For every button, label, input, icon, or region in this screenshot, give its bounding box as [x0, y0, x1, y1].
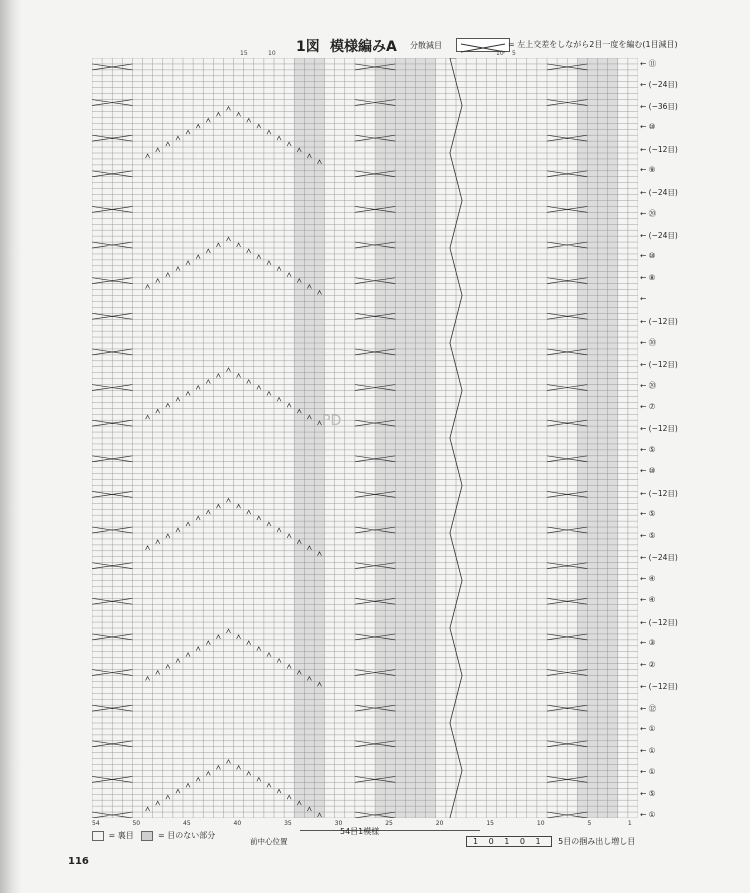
row-marker: ← ⑩ [640, 122, 656, 132]
row-label [640, 466, 655, 475]
watermark: PD [322, 413, 342, 429]
row-marker: ← ⑤ [640, 788, 656, 798]
row-marker: ← ④ [640, 573, 656, 583]
row-decrease-note: (−24目) [646, 553, 678, 563]
row-marker: ← ⑳ [640, 381, 657, 391]
axis-number: 15 [486, 820, 494, 827]
decrease-label: 分散減目 [410, 41, 442, 50]
row-label [640, 595, 655, 604]
row-label [640, 423, 678, 434]
row-label [640, 574, 655, 583]
row-marker: ← ① [640, 810, 656, 819]
legend [92, 830, 215, 841]
row-label [640, 660, 655, 669]
row-marker: ← ⑨ [640, 165, 656, 175]
knitting-chart [92, 58, 638, 818]
row-marker: ← ㉚ [640, 338, 657, 348]
axis-number: 1 [627, 820, 632, 827]
row-label [640, 251, 655, 260]
row-label [640, 380, 656, 391]
row-label [640, 79, 678, 90]
row-marker: ← [640, 359, 647, 369]
row-label [640, 767, 655, 776]
row-label [640, 101, 678, 112]
row-marker: ← [640, 101, 647, 111]
knitting-chart-grid [92, 58, 638, 818]
row-label [640, 187, 678, 198]
row-label [640, 402, 655, 411]
row-decrease-note: (−12目) [646, 424, 678, 434]
row-decrease-note: (−24目) [646, 80, 678, 90]
pickup-legend-text: 5目の掴み出し増し目 [558, 837, 636, 846]
row-marker: ← ⑧ [640, 272, 656, 282]
top-column-number: 10 [496, 50, 504, 57]
top-column-number: 5 [512, 50, 516, 57]
row-label [640, 488, 678, 499]
row-marker: ← [640, 424, 647, 434]
axis-number: 35 [284, 820, 292, 827]
row-marker: ← [640, 488, 647, 498]
row-marker: ← ⑪ [640, 59, 657, 68]
row-marker: ← ⑦ [640, 401, 656, 411]
row-marker: ← ① [640, 724, 656, 734]
center-front-label: 前中心位置 [250, 837, 288, 846]
row-label [640, 230, 678, 241]
row-label [640, 316, 678, 327]
row-label [640, 638, 655, 647]
row-decrease-note: (−12目) [646, 488, 678, 498]
cross-decrease-description: = 左上交差をしながら2目一度を編む(1目減目) [508, 40, 678, 49]
no-stitch-legend-text: = 目のない部分 [157, 831, 216, 840]
row-label [640, 617, 678, 628]
axis-number: 50 [132, 820, 141, 827]
row-marker: ← ① [640, 745, 656, 755]
repeat-label: 54目1模様 [340, 827, 380, 836]
top-column-number: 10 [268, 50, 276, 57]
row-label-column [640, 58, 750, 818]
row-label [640, 273, 655, 282]
row-label [640, 789, 655, 798]
row-decrease-note: (−12目) [646, 359, 678, 369]
row-decrease-note: (−12目) [646, 617, 678, 627]
axis-number: 25 [385, 820, 393, 827]
row-decrease-note: (−12目) [646, 144, 678, 154]
repeat-bracket-line [300, 830, 480, 831]
row-label [640, 337, 656, 348]
axis-number: 30 [334, 820, 343, 827]
row-label [640, 703, 656, 714]
row-label [640, 144, 678, 155]
row-label [640, 810, 655, 819]
row-decrease-note: (−24目) [646, 230, 678, 240]
row-label [640, 445, 655, 454]
row-marker: ← ⑩ [640, 466, 656, 476]
row-decrease-note: (−24目) [646, 187, 678, 197]
chart-title-row [0, 36, 750, 56]
no-stitch-symbol-icon [141, 831, 153, 841]
row-marker: ← ③ [640, 638, 656, 648]
row-marker: ← [640, 144, 647, 154]
row-marker: ← ④ [640, 595, 656, 605]
row-label [640, 208, 656, 219]
row-label [640, 724, 655, 733]
row-marker: ← ⑫ [640, 703, 657, 713]
pickup-legend [462, 836, 635, 847]
row-marker: ← [640, 617, 647, 627]
axis-number: 10 [536, 820, 545, 827]
row-marker: ← [640, 682, 647, 692]
row-label [640, 122, 655, 131]
axis-number: 40 [233, 820, 242, 827]
row-marker: ← ⑤ [640, 509, 656, 519]
page-number: 116 [68, 856, 89, 867]
purl-symbol-icon [92, 831, 104, 841]
row-label [640, 359, 678, 370]
row-label [640, 509, 655, 518]
axis-number: 5 [587, 820, 592, 827]
row-label [640, 552, 678, 563]
book-spine-shadow [0, 0, 22, 893]
row-marker: ← [640, 230, 647, 240]
row-marker: ← ⑤ [640, 530, 656, 540]
pickup-cells: 1 0 1 0 1 [466, 836, 552, 847]
row-marker: ← [640, 316, 647, 326]
figure-number: 1図 [296, 39, 320, 55]
purl-legend-text: = 裏目 [108, 831, 134, 840]
row-label [640, 746, 655, 755]
row-label [640, 165, 655, 174]
row-marker: ← ① [640, 767, 656, 777]
row-marker: ← [640, 187, 647, 197]
row-marker: ← [640, 553, 647, 563]
row-decrease-note: (−12目) [646, 316, 678, 326]
row-marker: ← ⑳ [640, 209, 657, 219]
figure-title: 模様編みA [330, 39, 397, 55]
row-marker: ← ⑩ [640, 251, 656, 261]
cable-cross-marks [92, 64, 587, 818]
row-marker: ← ⑤ [640, 444, 656, 454]
row-marker: ← [640, 294, 647, 304]
row-decrease-note: (−36目) [646, 101, 678, 111]
top-column-number: 15 [240, 50, 248, 57]
row-label [640, 531, 655, 540]
row-label [640, 58, 656, 69]
axis-number: 45 [183, 820, 191, 827]
row-label [640, 681, 678, 692]
axis-number: 54 [92, 820, 100, 827]
axis-number: 20 [435, 820, 444, 827]
row-marker: ← [640, 80, 647, 90]
row-label [640, 294, 646, 303]
row-decrease-note: (−12目) [646, 682, 678, 692]
row-marker: ← ② [640, 659, 656, 669]
